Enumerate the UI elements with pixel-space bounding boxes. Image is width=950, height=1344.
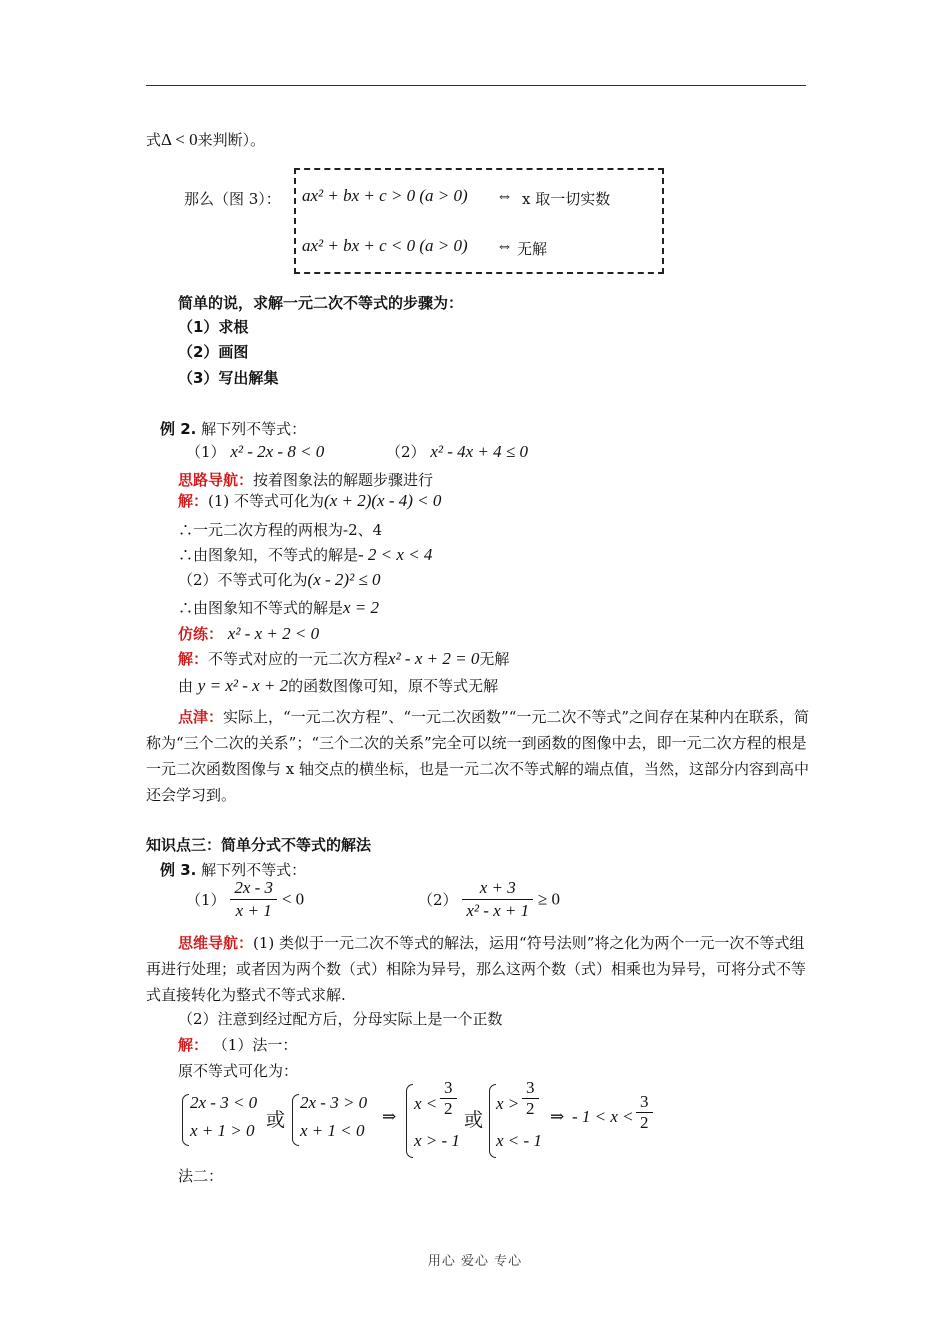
fraction [440,1078,457,1119]
header-rule [146,85,806,86]
sol-text: （1）法一： [212,1036,298,1054]
guide-label: 思维导航： [178,934,254,952]
sol-math: (x + 2)(x - 4) < 0 [324,491,442,510]
note-text: 实际上，“一元二次方程”、“一元二次函数”“一元二次不等式”之间存在某种内在联系，简称为“三个二次的关系”；“三个二次的关系”完全可以统一到函数的图像中去，即一元二次方程的根是一元二次函数图像与 x 轴交点的横坐标，也是一元二次不等式解的端点值，当然，这部分内容到高中还会学习到。 [146,708,810,804]
system3-brace [406,1084,413,1158]
problem-math: x² - 4x + 4 ≤ 0 [430,442,528,461]
implies-arrow: ⇒ [382,1107,397,1126]
step-item: （1）求根 [178,318,249,336]
example2-psol-l1 [178,648,509,669]
example2-sol-l5 [178,597,379,618]
system1-brace [182,1094,189,1146]
example3-guide [146,930,810,1008]
solution-label: 解： [178,1036,209,1054]
sol-text: （2）不等式可化为 [178,571,308,589]
system2-row-b: x + 1 < 0 [300,1121,365,1140]
example2-practice [178,623,319,644]
fraction-denominator: 2 [526,1099,535,1118]
example2-title: 解下列不等式： [201,420,307,438]
system3-row-a: x < [414,1094,438,1113]
example3-title: 解下列不等式： [201,861,307,879]
text-post: 来判断）。 [197,131,266,149]
sol-text: 无解 [479,650,510,668]
sol-text: ∴由图象知，不等式的解是 [178,546,359,564]
example3-sol-l1: 原不等式可化为： [178,1062,299,1080]
figure3-row1-arrow: ⇔ [496,186,513,205]
problem-number: （1） [186,891,226,909]
guide-text: (1) 类似于一元二次不等式的解法，运用“符号法则”将之化为两个一元一次不等式组再进行处理；或者因为两个数（式）相除为异号，那么这两个数（式）相乘也为异号，可将分式不等式直接转化为整式不等式求解. [146,934,807,1004]
example3-problem1 [186,877,304,922]
implies-arrow: ⇒ [550,1107,565,1126]
fraction-numerator: 3 [636,1092,653,1113]
sol-math: x = 2 [343,598,380,617]
sol-math: x² - x + 2 = 0 [388,649,480,668]
example2-problem1 [186,441,324,462]
section3-title: 知识点三：简单分式不等式的解法 [146,836,372,854]
method2-label: 法二： [178,1167,224,1185]
figure3-row2-arrow: ⇔ [496,236,513,255]
problem-relation: < 0 [281,889,305,909]
step-item: （3）写出解集 [178,369,279,387]
example2-sol-l3 [178,544,432,565]
final-result: - 1 < x < [572,1107,634,1126]
figure3-box [294,168,664,274]
fraction [636,1092,653,1133]
system1-row-a: 2x - 3 < 0 [190,1093,258,1112]
system4-row-a: x > [496,1094,520,1113]
delta-math: Δ < 0 [161,130,198,149]
example2-header [160,418,306,439]
problem-number: （2） [418,891,458,909]
sol-text: 不等式对应的一元二次方程 [208,650,389,668]
example2-problem2 [386,441,528,462]
example2-guide [178,469,433,490]
fraction-denominator: x² - x + 1 [466,901,530,920]
example2-sol-l2: ∴一元二次方程的两根为-2、4 [178,521,383,539]
figure3-label: 那么（图 3）： [184,190,281,208]
problem-math: x² - 2x - 8 < 0 [230,442,325,461]
figure3-row1-math: ax² + bx + c > 0 (a > 0) [302,186,468,205]
example2-label: 例 2. [160,420,197,438]
continuation-line [146,129,265,150]
figure3-row2-text: 无解 [517,240,548,258]
or-word: 或 [266,1109,286,1131]
sol-math: y = x² - x + 2 [197,676,289,695]
fraction-numerator: 2x - 3 [230,877,277,900]
step-item: （2）画图 [178,343,249,361]
example3-label: 例 3. [160,861,197,879]
system4-fraction [522,1078,539,1119]
note-paragraph [146,704,810,808]
guide-text: 按着图象法的解题步骤进行 [253,471,434,489]
problem1-fraction [230,877,277,922]
system3-fraction [440,1078,457,1119]
practice-math: x² - x + 2 < 0 [227,624,320,643]
fraction-numerator: 3 [522,1078,539,1099]
figure3-row2-math: ax² + bx + c < 0 (a > 0) [302,236,468,255]
figure3-row1-text: x 取一切实数 [522,190,611,208]
fraction-denominator: 2 [444,1099,453,1118]
note-label: 点津： [178,708,224,726]
page-footer: 用心 爱心 专心 [427,1254,523,1269]
final-fraction [636,1092,653,1133]
example2-sol-l1 [178,490,441,511]
solution-label: 解： [178,650,209,668]
fraction-numerator: x + 3 [462,877,533,900]
or-word: 或 [464,1109,484,1131]
guide-label: 思路导航： [178,471,254,489]
fraction [522,1078,539,1119]
sol-math: (x - 2)² ≤ 0 [307,570,381,589]
system4-row-b: x < - 1 [496,1131,542,1150]
system1-row-b: x + 1 > 0 [190,1121,255,1140]
steps-title: 简单的说，求解一元二次不等式的步骤为： [178,294,464,312]
problem-relation: ≥ 0 [537,889,561,909]
example3-sol-l0 [178,1034,297,1055]
system2-row-a: 2x - 3 > 0 [300,1093,368,1112]
sol-text: (1) 不等式可化为 [208,492,325,510]
text-pre: 式 [146,131,162,149]
system4-brace [489,1084,496,1158]
practice-label: 仿练： [178,625,224,643]
example3-problem2 [418,877,560,922]
example3-guide2: （2）注意到经过配方后，分母实际上是一个正数 [178,1010,503,1028]
sol-text: 的函数图像可知，原不等式无解 [288,677,499,695]
example2-sol-l4 [178,569,381,590]
example2-psol-l2 [178,675,498,696]
sol-math: - 2 < x < 4 [358,545,433,564]
solution-label: 解： [178,492,209,510]
problem-number: （2） [386,443,426,461]
sol-text: ∴由图象知不等式的解是 [178,599,344,617]
sol-text: 由 [178,677,194,695]
fraction-denominator: x + 1 [235,901,272,920]
problem2-fraction [462,877,533,922]
system2-brace [292,1094,299,1146]
fraction-numerator: 3 [440,1078,457,1099]
system3-row-b: x > - 1 [414,1131,460,1150]
fraction-denominator: 2 [640,1113,649,1132]
problem-number: （1） [186,443,226,461]
